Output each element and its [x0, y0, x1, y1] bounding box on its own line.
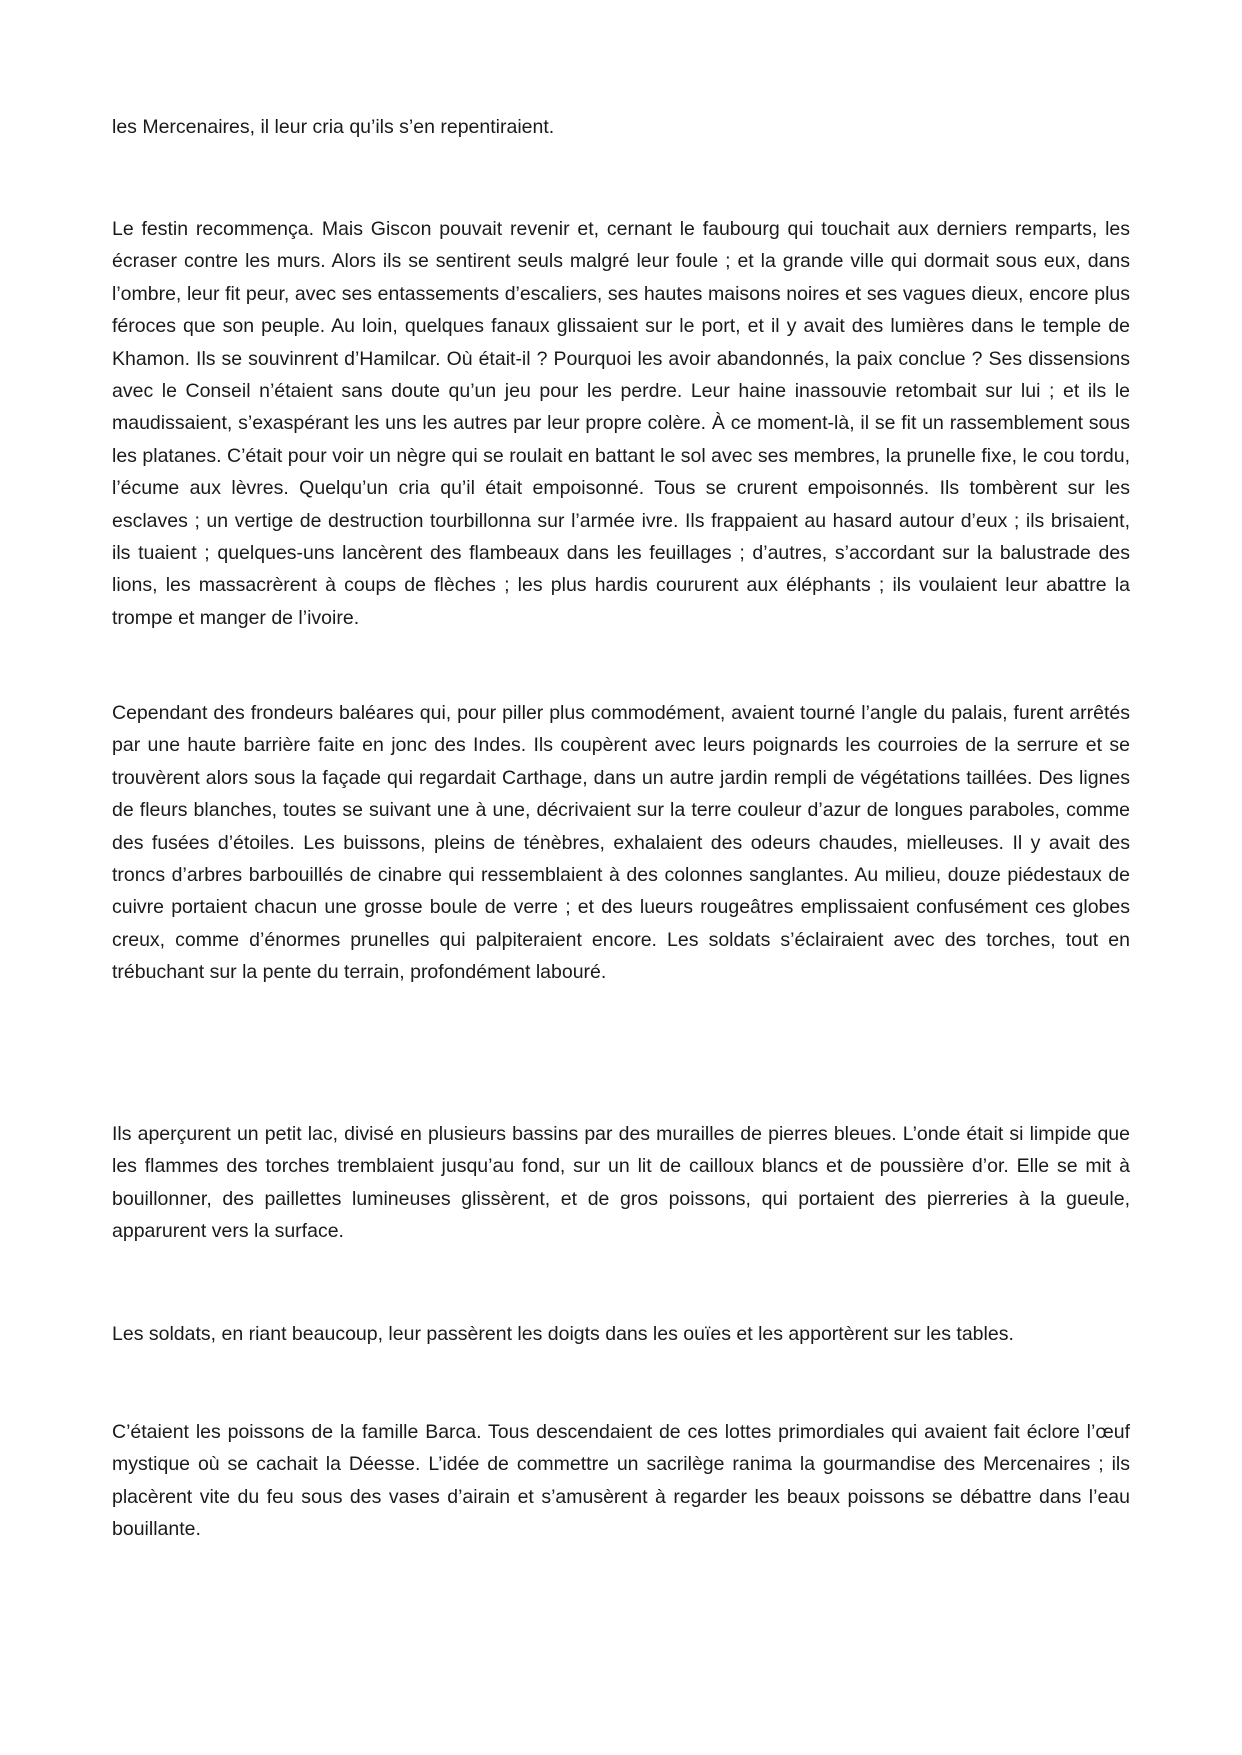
paragraph: Cependant des frondeurs baléares qui, pour piller plus commodément, avaient tourné l’angle du palais, furent arrêtés par une haute barrière faite en jonc des Indes. Ils coupèrent avec leurs poignards les courroies de la serrure et se trouvèrent alors sous la façade qui regardait Carthage, dans un autre jardin rempli de végétations taillées. Des lignes de fleurs blanches, toutes se suivant une à une, décrivaient sur la terre couleur d’azur de longues paraboles, comme des fusées d’étoiles. Les buissons, pleins de ténèbres, exhalaient des odeurs chaudes, mielleuses. Il y avait des troncs d’arbres barbouillés de cinabre qui ressemblaient à des colonnes sanglantes. Au milieu, douze piédestaux de cuivre portaient chacun une grosse boule de verre ; et des lueurs rougeâtres emplissaient confusément ces globes creux, comme d’énormes prunelles qui palpiteraient encore. Les soldats s’éclairaient avec des torches, tout en trébuchant sur la pente du terrain, profondément labouré.	[112, 702, 1130, 984]
paragraph: Ils aperçurent un petit lac, divisé en plusieurs bassins par des murailles de pierres bleues. L’onde était si limpide que les flammes des torches tremblaient jusqu’au fond, sur un lit de cailloux blancs et de poussière d’or. Elle se mit à bouillonner, des paillettes lumineuses glissèrent, et de gros poissons, qui portaient des pierreries à la gueule, apparurent vers la surface.	[112, 1123, 1130, 1243]
paragraph: C’étaient les poissons de la famille Barca. Tous descendaient de ces lottes primordiales qui avaient fait éclore l’œuf mystique où se cachait la Déesse. L’idée de commettre un sacrilège ranima la gourmandise des Mercenaires ; ils placèrent vite du feu sous des vases d’airain et s’amusèrent à regarder les beaux poissons se débattre dans l’eau bouillante.	[112, 1421, 1130, 1541]
paragraph: Les soldats, en riant beaucoup, leur passèrent les doigts dans les ouïes et les apportèrent sur les tables.	[112, 1323, 1014, 1345]
paragraph: Le festin recommença. Mais Giscon pouvait revenir et, cernant le faubourg qui touchait aux derniers remparts, les écraser contre les murs. Alors ils se sentirent seuls malgré leur foule ; et la grande ville qui dormait sous eux, dans l’ombre, leur fit peur, avec ses entassements d’escaliers, ses hautes maisons noires et ses vagues dieux, encore plus féroces que son peuple. Au loin, quelques fanaux glissaient sur le port, et il y avait des lumières dans le temple de Khamon. Ils se souvinrent d’Hamilcar. Où était-il ? Pourquoi les avoir abandonnés, la paix conclue ? Ses dissensions avec le Conseil n’étaient sans doute qu’un jeu pour les perdre. Leur haine inassouvie retombait sur lui ; et ils le maudissaient, s’exaspérant les uns les autres par leur propre colère. À ce moment-là, il se fit un rassemblement sous les platanes. C’était pour voir un nègre qui se roulait en battant le sol avec ses membres, la prunelle fixe, le cou tordu, l’écume aux lèvres. Quelqu’un cria qu’il était empoisonné. Tous se crurent empoisonnés. Ils tombèrent sur les esclaves ; un vertige de destruction tourbillonna sur l’armée ivre. Ils frappaient au hasard autour d’eux ; ils brisaient, ils tuaient ; quelques-uns lancèrent des flambeaux dans les feuillages ; d’autres, s’accordant sur la balustrade des lions, les massacrèrent à coups de flèches ; les plus hardis coururent aux éléphants ; ils voulaient leur abattre la trompe et manger de l’ivoire.	[112, 218, 1130, 629]
paragraph: les Mercenaires, il leur cria qu’ils s’en repentiraient.	[112, 116, 555, 138]
